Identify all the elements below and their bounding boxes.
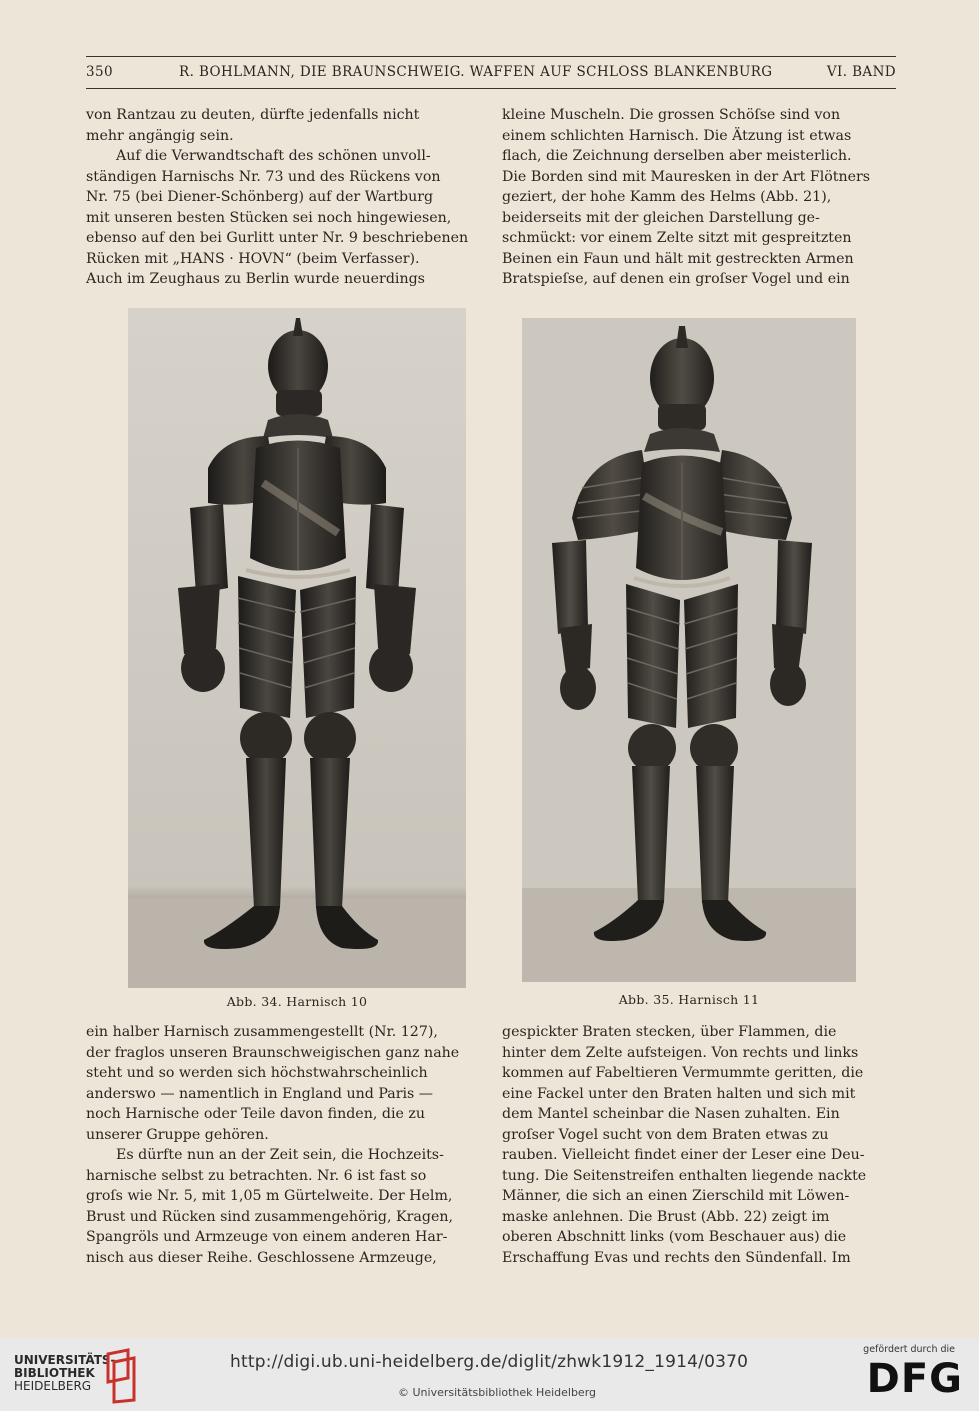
permalink-url[interactable]: http://digi.ub.uni-heidelberg.de/diglit/zhwk1912_1914/0370 [230,1352,749,1372]
text-line: Rücken mit „HANS · HOVN“ (beim Verfasser). [86,250,420,267]
text-line: groſs wie Nr. 5, mit 1,05 m Gürtelweite. Der Helm, [86,1188,453,1204]
funding-note: gefördert durch die [863,1344,955,1355]
text-line: kommen auf Fabeltieren Vermummte geritten, die [502,1065,864,1081]
page-number: 350 [86,64,113,80]
text-line: Nr. 75 (bei Diener-Schönberg) auf der Wartburg [86,189,434,205]
text-line: tung. Die Seitenstreifen enthalten liegende nackte [502,1167,867,1184]
text-line: mehr angängig sein. [86,127,234,144]
text-line: gespickter Braten stecken, über Flammen, die [502,1024,837,1040]
digitization-footer [0,1338,979,1411]
text-line: rauben. Vielleicht findet einer der Leser eine Deu- [502,1147,865,1163]
text-line: unserer Gruppe gehören. [86,1126,269,1143]
figure-caption-35: Abb. 35. Harnisch 11 [618,992,760,1007]
text-line: Die Borden sind mit Mauresken in der Art Flötners [502,168,871,185]
text-line: ebenso auf den bei Gurlitt unter Nr. 9 beschriebenen [86,230,469,246]
library-name-line1: UNIVERSITÄTS- [14,1353,116,1367]
text-line: Männer, die sich an einen Zierschild mit Löwen- [502,1188,850,1204]
running-title: R. BOHLMANN, DIE BRAUNSCHWEIG. WAFFEN AUF SCHLOSS BLANKENBURG [179,64,773,80]
volume-label: VI. BAND [826,64,896,80]
running-header [86,64,896,84]
copyright-notice: © Universitätsbibliothek Heidelberg [398,1386,597,1399]
armor-photo-harnisch-10 [128,308,466,988]
text-line: groſser Vogel sucht von dem Braten etwas zu [502,1126,829,1143]
text-line: Beinen ein Faun und hält mit gestreckten Armen [502,250,854,267]
text-line: mit unseren besten Stücken sei noch hingewiesen, [86,209,452,226]
text-line: Erschaffung Evas und rechts den Sündenfall. Im [502,1249,851,1266]
text-line: eine Fackel unter den Braten halten und sich mit [502,1085,856,1102]
text-line: hinter dem Zelte aufsteigen. Von rechts und links [502,1044,859,1061]
text-line: Bratspieſse, auf denen ein groſser Vogel und ein [502,271,850,287]
text-column-top-right [502,105,896,290]
text-line: beiderseits mit der gleichen Darstellung ge- [502,209,820,226]
text-line: oberen Abschnitt links (vom Beschauer aus) die [502,1229,847,1245]
text-line: steht und so werden sich höchstwahrscheinlich [86,1065,428,1081]
dfg-logo[interactable]: DFG [866,1356,963,1402]
library-name-line3: HEIDELBERG [14,1379,92,1393]
figure-caption-34: Abb. 34. Harnisch 10 [226,994,368,1009]
text-line: harnische selbst zu betrachten. Nr. 6 ist fast so [86,1167,427,1184]
text-column-top-left [86,105,480,290]
text-line: anderswo — namentlich in England und Paris — [86,1085,433,1102]
text-line: noch Harnische oder Teile davon finden, die zu [86,1106,425,1122]
header-bottom-rule [86,88,896,89]
text-line: von Rantzau zu deuten, dürfte jedenfalls nicht [86,107,420,123]
header-top-rule [86,56,896,57]
text-line: Auch im Zeughaus zu Berlin wurde neuerdings [86,271,425,287]
text-line: Brust und Rücken sind zusammengehörig, Kragen, [86,1208,453,1225]
library-emblem-icon [100,1348,136,1408]
text-line: Auf die Verwandtschaft des schönen unvoll- [116,148,431,164]
text-line: ständigen Harnischs Nr. 73 und des Rückens von [86,168,441,185]
text-column-bottom-right [502,1022,896,1268]
text-line: einem schlichten Harnisch. Die Ätzung ist etwas [502,127,852,144]
library-name-line2: BIBLIOTHEK [14,1366,95,1380]
text-line: der fraglos unseren Braunschweigischen ganz nahe [86,1044,460,1061]
text-line: maske anlehnen. Die Brust (Abb. 22) zeigt im [502,1208,830,1225]
text-line: ein halber Harnisch zusammengestellt (Nr. 127), [86,1024,438,1040]
text-line: flach, die Zeichnung derselben aber meisterlich. [502,148,852,164]
armor-photo-harnisch-11 [522,318,856,982]
text-column-bottom-left [86,1022,480,1268]
text-line: kleine Muscheln. Die grossen Schöſse sind von [502,107,841,123]
text-line: dem Mantel scheinbar die Nasen zuhalten. Ein [502,1106,840,1122]
text-line: schmückt: vor einem Zelte sitzt mit gespreitzten [502,230,852,246]
text-line: nisch aus dieser Reihe. Geschlossene Armzeuge, [86,1249,437,1266]
text-line: Spangröls und Armzeuge von einem anderen Har- [86,1229,448,1245]
text-line: Es dürfte nun an der Zeit sein, die Hochzeits- [116,1147,444,1163]
text-line: geziert, der hohe Kamm des Helms (Abb. 21), [502,189,832,205]
